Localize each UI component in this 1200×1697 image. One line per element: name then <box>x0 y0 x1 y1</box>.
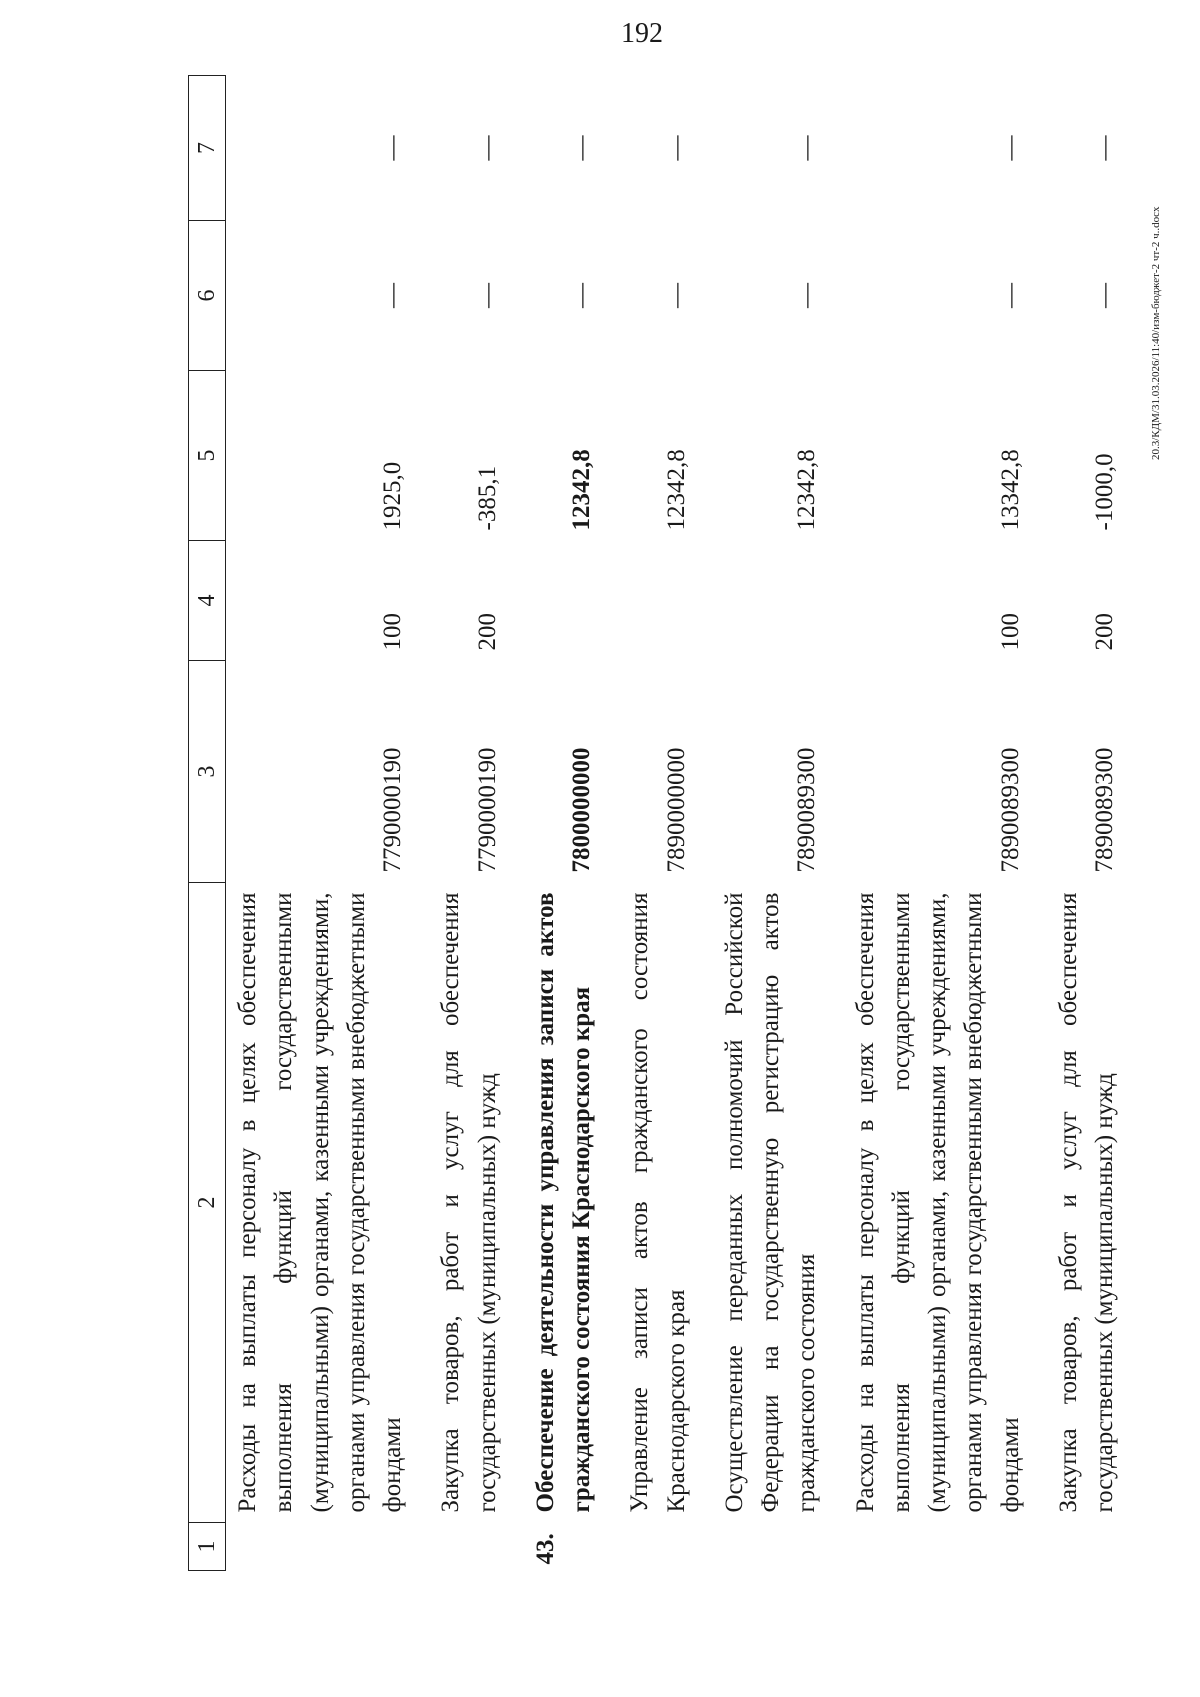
row-target-code: 7890089300 <box>1091 747 1118 873</box>
row-col7: — <box>996 135 1024 161</box>
col-header-5: 5 <box>189 371 226 541</box>
col-header-2: 2 <box>189 883 226 1523</box>
table-row <box>226 76 412 1571</box>
row-amount: 12342,8 <box>662 449 690 531</box>
row-number <box>695 1523 826 1571</box>
row-number <box>411 1523 506 1571</box>
row-expense-type: 100 <box>996 613 1024 651</box>
row-expense-type <box>506 541 601 661</box>
row-amount: -1000,0 <box>1091 453 1118 531</box>
row-col6: — <box>996 283 1024 308</box>
row-expense-type: 200 <box>473 613 501 651</box>
row-target-code: 7790000190 <box>473 747 501 873</box>
row-number <box>600 1523 695 1571</box>
row-description: Обеспечение деятельности управления записи актов гражданского состояния Краснодарского края <box>531 892 595 1513</box>
table-row <box>695 76 826 1571</box>
row-description: Закупка товаров, работ и услуг для обеспечения государственных (муниципальных) нужд <box>1054 892 1118 1513</box>
row-col6: — <box>473 283 501 308</box>
row-col7: — <box>1091 135 1118 161</box>
row-number <box>226 1523 412 1571</box>
row-col6: — <box>662 283 690 308</box>
row-col6: — <box>1091 283 1118 308</box>
table-row <box>411 76 506 1571</box>
row-target-code: 7800000000 <box>568 747 595 873</box>
row-target-code: 7890089300 <box>793 747 821 873</box>
row-amount: 12342,8 <box>793 449 821 531</box>
table-row <box>1029 76 1124 1571</box>
row-number: 43. <box>531 1533 559 1565</box>
table-row <box>826 76 1029 1571</box>
table-header-row <box>189 76 226 1571</box>
row-amount: 12342,8 <box>568 449 595 531</box>
table-row <box>506 76 601 1571</box>
row-description: Управление записи актов гражданского состояния Краснодарского края <box>626 892 690 1513</box>
col-header-1: 1 <box>189 1523 226 1571</box>
budget-table <box>188 75 1123 1571</box>
row-target-code: 7890089300 <box>996 747 1024 873</box>
row-number <box>1029 1523 1124 1571</box>
row-amount: -385,1 <box>473 465 501 531</box>
row-target-code: 7890000000 <box>662 747 690 873</box>
row-col6: — <box>793 283 821 308</box>
row-col6: — <box>379 283 406 308</box>
col-header-6: 6 <box>189 221 226 371</box>
col-header-4: 4 <box>189 541 226 661</box>
row-amount: 13342,8 <box>996 449 1024 531</box>
row-description: Расходы на выплаты персоналу в целях обеспечения выполнения функций государственными (муниципальными) органами, казенными учреждениями, органами управления государственными внебюджетными фондами <box>234 892 406 1513</box>
table-row <box>600 76 695 1571</box>
row-expense-type: 200 <box>1091 613 1118 651</box>
budget-table-rotated <box>188 76 1118 1571</box>
row-target-code: 7790000190 <box>379 747 406 873</box>
page-number: 192 <box>621 18 663 49</box>
row-col7: — <box>662 135 690 161</box>
row-col7: — <box>568 135 595 161</box>
document-footer: 20.3/КДМ/31.03.2026/11:40/изм-бюджет-2 чт-2 ч..docx <box>1150 206 1162 460</box>
col-header-3: 3 <box>189 661 226 883</box>
row-expense-type <box>695 541 826 661</box>
row-col7: — <box>473 135 501 161</box>
row-description: Осуществление переданных полномочий Российской Федерации на государственную регистрацию актов гражданского состояния <box>720 892 821 1513</box>
col-header-7: 7 <box>189 76 226 221</box>
row-col7: — <box>379 135 406 161</box>
row-number <box>826 1523 1029 1571</box>
row-col6: — <box>568 283 595 308</box>
row-expense-type <box>600 541 695 661</box>
row-col7: — <box>793 135 821 161</box>
row-description: Закупка товаров, работ и услуг для обеспечения государственных (муниципальных) нужд <box>437 892 501 1513</box>
row-expense-type: 100 <box>379 613 406 651</box>
row-amount: 1925,0 <box>379 461 406 531</box>
row-description: Расходы на выплаты персоналу в целях обеспечения выполнения функций государственными (муниципальными) органами, казенными учреждениями, органами управления государственными внебюджетными фондами <box>851 892 1024 1513</box>
